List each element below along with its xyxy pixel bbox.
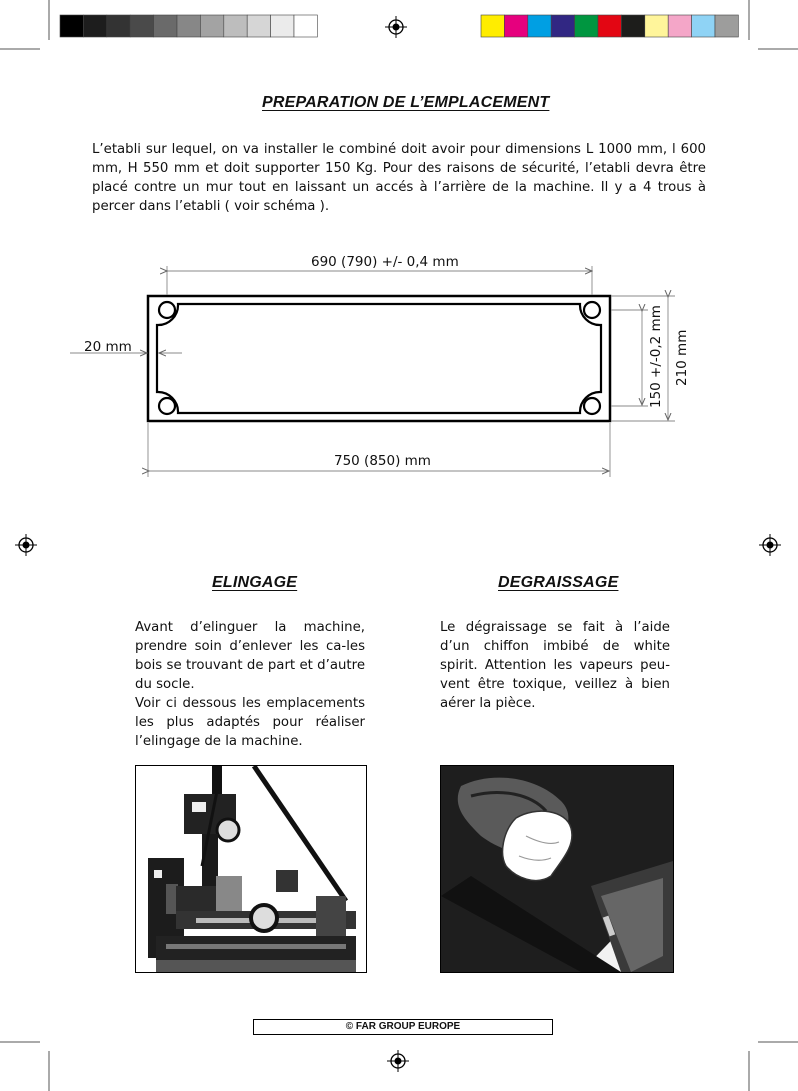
registration-mark-left <box>14 533 38 557</box>
registration-mark-bottom <box>387 1050 409 1072</box>
preparation-title: PREPARATION DE L’EMPLACEMENT <box>262 94 550 111</box>
color-swatch-10 <box>715 15 738 37</box>
elingage-machine-photo <box>135 765 367 973</box>
color-swatch-1 <box>504 15 527 37</box>
color-swatch-3 <box>551 15 574 37</box>
registration-mark-top <box>385 16 407 38</box>
hole-bottom-right <box>584 398 600 414</box>
gray-swatch-3 <box>130 15 153 37</box>
plate-inner-outline <box>157 304 601 413</box>
degraissage-paragraph: Le dégraissage se fait à l’aide d’un chiffon imbibé de white spirit. Attention les vapeurs peu-vent être toxique, veillez à bien aérer la pièce. <box>440 620 670 711</box>
plate-outline <box>148 296 610 421</box>
hole-bottom-left <box>159 398 175 414</box>
color-swatch-6 <box>621 15 644 37</box>
hole-top-left <box>159 302 175 318</box>
gray-swatch-10 <box>294 15 317 37</box>
color-swatch-5 <box>598 15 621 37</box>
color-swatch-9 <box>692 15 715 37</box>
elingage-paragraph-2: Voir ci dessous les emplacements les plus adaptés pour réaliser l’elingage de la machine. <box>135 696 365 749</box>
top-print-marks <box>0 0 798 60</box>
grayscale-color-bar <box>60 15 317 37</box>
gray-swatch-1 <box>83 15 106 37</box>
workbench-hole-diagram <box>70 245 720 485</box>
color-swatch-0 <box>481 15 504 37</box>
gray-swatch-2 <box>107 15 130 37</box>
dimension-bottom-label: 750 (850) mm <box>334 453 431 469</box>
hole-top-right <box>584 302 600 318</box>
color-swatch-8 <box>668 15 691 37</box>
color-swatch-7 <box>645 15 668 37</box>
elingage-title: ELINGAGE <box>212 574 298 591</box>
gray-swatch-6 <box>200 15 223 37</box>
gray-swatch-4 <box>154 15 177 37</box>
preparation-paragraph: L’etabli sur lequel, on va installer le combiné doit avoir pour dimensions L 1000 mm, l 600 mm, H 550 mm et doit supporter 150 Kg. Pour des raisons de sécurité, l’etabli devra être placé contre un mur tout en laissant un accés à l’arrière de la machine. Il y a 4 trous à percer dans l’etabli ( voir schéma ). <box>92 142 706 214</box>
gray-swatch-0 <box>60 15 83 37</box>
color-swatch-2 <box>528 15 551 37</box>
gray-swatch-7 <box>224 15 247 37</box>
gray-swatch-8 <box>247 15 270 37</box>
gray-swatch-5 <box>177 15 200 37</box>
dimension-right-outer-label: 210 mm <box>674 329 690 386</box>
dimension-left-label: 20 mm <box>84 339 132 355</box>
degraissage-photo <box>440 765 674 973</box>
elingage-paragraph <box>135 618 365 751</box>
dimension-right-inner-label: 150 +/-0,2 mm <box>648 305 664 408</box>
process-color-bar <box>481 15 738 37</box>
degraissage-title: DEGRAISSAGE <box>498 574 619 591</box>
color-swatch-4 <box>575 15 598 37</box>
dimension-top-label: 690 (790) +/- 0,4 mm <box>311 254 459 270</box>
registration-mark-right <box>758 533 782 557</box>
footer-copyright: © FAR GROUP EUROPE <box>253 1019 553 1035</box>
bottom-print-marks <box>0 1030 798 1091</box>
gray-swatch-9 <box>271 15 294 37</box>
elingage-paragraph-1: Avant d’elinguer la machine, prendre soin d’enlever les ca-les bois se trouvant de part et d’autre du socle. <box>135 620 365 692</box>
